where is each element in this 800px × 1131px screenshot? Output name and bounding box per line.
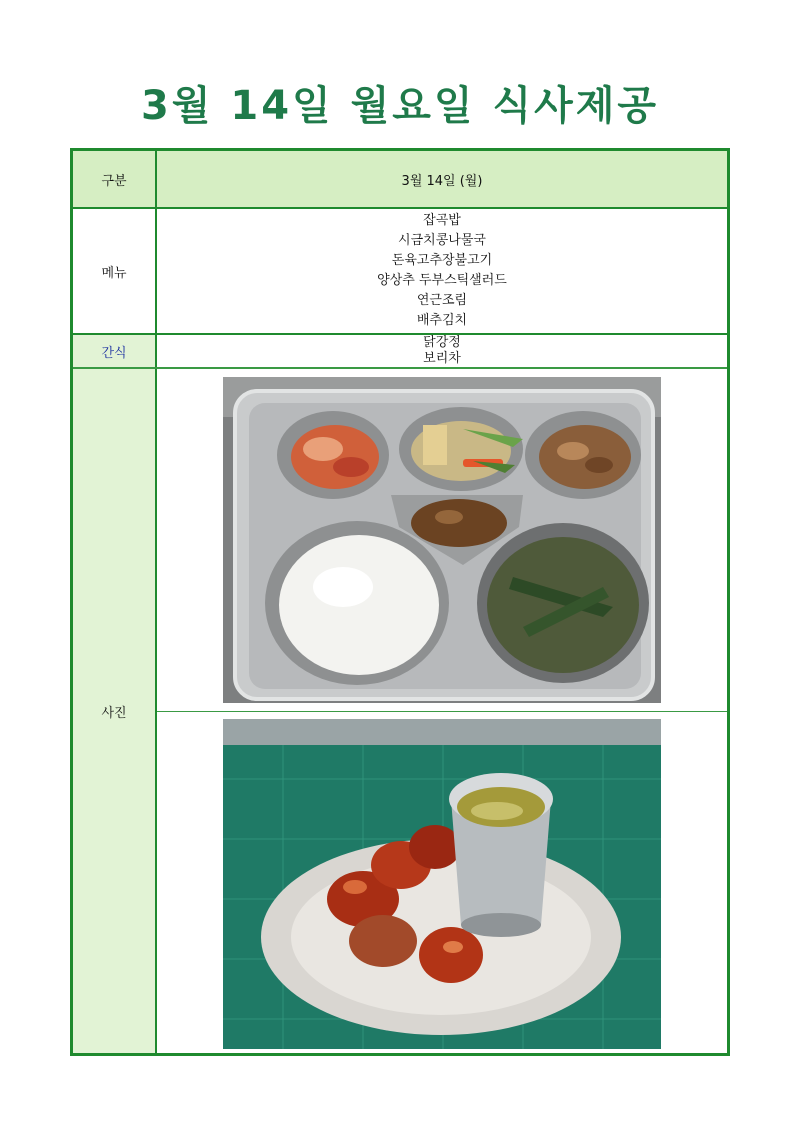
menu-item: 돈육고추장불고기 <box>391 253 493 268</box>
snack-image <box>223 719 661 1049</box>
menu-cell <box>157 209 727 333</box>
menu-item: 잡곡밥 <box>423 213 461 228</box>
column-divider <box>155 151 157 1053</box>
row-divider <box>73 333 727 335</box>
meal-table <box>70 148 730 1056</box>
menu-item: 양상추 두부스틱샐러드 <box>377 273 507 288</box>
header-date-cell <box>157 151 727 207</box>
photo-label: 사진 <box>101 705 127 721</box>
snack-item: 닭강정 <box>423 335 461 350</box>
photo-label-cell <box>73 369 155 1053</box>
menu-label: 메뉴 <box>101 265 127 281</box>
photo-divider <box>157 711 727 712</box>
menu-item: 시금치콩나물국 <box>398 233 486 248</box>
header-label: 구분 <box>101 173 127 189</box>
snack-item: 보리차 <box>423 351 461 366</box>
header-label-cell <box>73 151 155 207</box>
menu-item: 연근조림 <box>416 293 468 308</box>
snack-label: 간식 <box>101 345 127 361</box>
row-divider <box>73 367 727 369</box>
page-title: 3월 14일 월요일 식사제공 <box>140 83 660 129</box>
menu-list <box>377 209 507 333</box>
menu-item: 배추김치 <box>416 313 468 328</box>
menu-label-cell <box>73 209 155 333</box>
snack-list <box>423 335 461 367</box>
snack-cell <box>157 335 727 367</box>
lunch-tray-image <box>223 377 661 703</box>
row-divider <box>73 207 727 209</box>
lunch-tray-photo <box>223 377 661 703</box>
snack-label-cell <box>73 335 155 367</box>
snack-photo <box>223 719 661 1049</box>
header-date: 3월 14일 (월) <box>401 173 483 189</box>
